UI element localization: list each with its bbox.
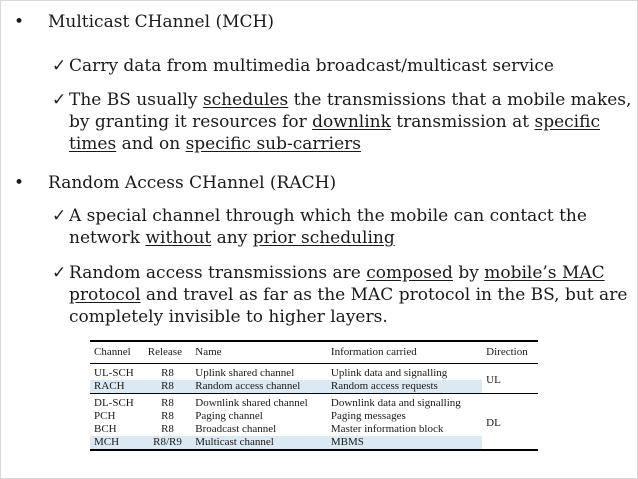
cell-channel: UL-SCH xyxy=(94,367,134,379)
header-release: Release xyxy=(144,341,192,364)
bullet-icon: • xyxy=(14,173,25,193)
cell-direction-dl: DL xyxy=(482,394,538,451)
sub-mch-2 xyxy=(52,89,632,155)
cell-information: MBMS xyxy=(327,436,482,450)
bullet-mch xyxy=(14,11,274,33)
cell-name: Random access channel xyxy=(191,380,327,394)
cell-name: Uplink shared channel xyxy=(195,367,295,379)
sub-rach-2-text: Random access transmissions are composed by mobile’s MAC protocol and travel as far as the MAC protocol in the BS, but are completely invisible to higher layers. xyxy=(69,263,628,327)
bullet-icon: • xyxy=(14,12,25,32)
cell-release: R8 xyxy=(161,367,174,379)
underline-downlink: downlink xyxy=(312,112,391,132)
sub-mch-1-text: Carry data from multimedia broadcast/multicast service xyxy=(69,56,554,76)
header-direction: Direction xyxy=(482,341,538,364)
table-row xyxy=(90,394,538,411)
table-row xyxy=(90,436,538,450)
underline-composed: composed xyxy=(366,263,453,283)
table-row xyxy=(90,380,538,394)
underline-without: without xyxy=(145,228,212,248)
cell-release: R8 xyxy=(161,423,174,435)
bullet-rach-text: Random Access CHannel (RACH) xyxy=(48,173,337,193)
transport-channel-table xyxy=(90,340,538,451)
table-row xyxy=(90,364,538,381)
underline-mobiles-mac-protocol: mobile’s MAC protocol xyxy=(69,263,605,305)
check-icon: ✓ xyxy=(52,90,67,110)
underline-specific-sub-carriers: specific sub-carriers xyxy=(185,134,362,154)
cell-channel: RACH xyxy=(90,380,144,394)
cell-name: Paging channel xyxy=(195,410,263,422)
cell-release: R8 xyxy=(144,380,192,394)
cell-release: R8 xyxy=(161,410,174,422)
cell-name: Multicast channel xyxy=(191,436,327,450)
bullet-mch-text: Multicast CHannel (MCH) xyxy=(48,12,274,32)
cell-information: Paging messages xyxy=(330,410,406,422)
cell-name: Broadcast channel xyxy=(195,423,277,435)
cell-release: R8/R9 xyxy=(144,436,192,450)
underline-specific-times: specific times xyxy=(69,112,600,154)
table-row xyxy=(90,410,538,423)
cell-channel: BCH xyxy=(94,423,117,435)
check-icon: ✓ xyxy=(52,56,67,76)
sub-rach-2 xyxy=(52,262,632,328)
table-header-row xyxy=(90,341,538,364)
header-channel: Channel xyxy=(90,341,144,364)
cell-name: Downlink shared channel xyxy=(191,394,327,411)
cell-channel: DL-SCH xyxy=(90,394,144,411)
cell-information: Master information block xyxy=(330,423,444,435)
sub-rach-1 xyxy=(52,205,632,249)
cell-release: R8 xyxy=(144,394,192,411)
cell-channel: PCH xyxy=(94,410,116,422)
cell-information: Random access requests xyxy=(327,380,482,394)
header-name: Name xyxy=(191,341,327,364)
sub-mch-1 xyxy=(52,55,632,77)
header-information: Information carried xyxy=(327,341,482,364)
bullet-rach xyxy=(14,172,336,194)
sub-rach-1-text: A special channel through which the mobile can contact the network without any prior scheduling xyxy=(69,206,587,248)
check-icon: ✓ xyxy=(52,263,67,283)
cell-information: Uplink data and signalling xyxy=(330,367,448,379)
sub-mch-2-text: The BS usually schedules the transmissions that a mobile makes, by granting it resources for downlink transmission at specific times and on specific sub-carriers xyxy=(69,90,632,154)
underline-schedules: schedules xyxy=(202,90,289,110)
cell-information: Downlink data and signalling xyxy=(327,394,482,411)
check-icon: ✓ xyxy=(52,206,67,226)
cell-channel: MCH xyxy=(90,436,144,450)
cell-direction-ul: UL xyxy=(482,364,538,394)
underline-prior-scheduling: prior scheduling xyxy=(252,228,395,248)
table-row xyxy=(90,423,538,436)
